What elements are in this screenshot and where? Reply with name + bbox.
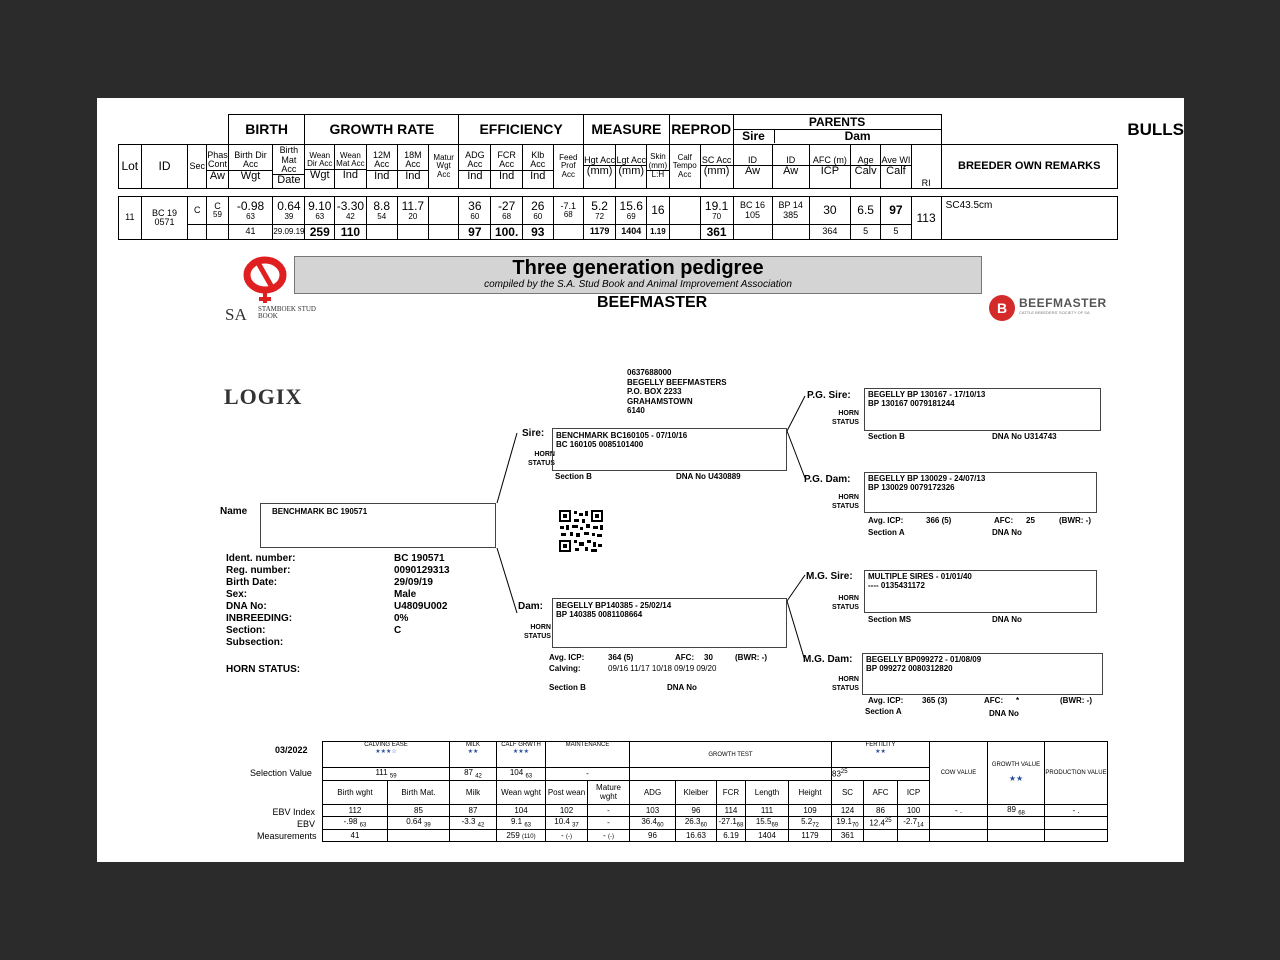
selection-calf: 104 $_{63}$ xyxy=(497,768,546,781)
row-birth-mat: 0.64 39 xyxy=(273,197,305,225)
col-sec: Sec xyxy=(188,145,207,189)
dam-bwr: (BWR: -) xyxy=(735,653,767,662)
row-lgt-mm: 1404 xyxy=(616,225,647,240)
row-klb-ind: 93 xyxy=(522,225,553,240)
row-sec: C xyxy=(188,197,207,225)
sire-dna: DNA No U430889 xyxy=(676,472,741,481)
row-adg-ind: 97 xyxy=(459,225,491,240)
col-id: ID xyxy=(141,145,188,189)
col-wean-mat: Wean Mat Acc Ind xyxy=(335,145,367,189)
col-ri: RI xyxy=(911,145,941,189)
row-18m: 11.7 20 xyxy=(397,197,428,225)
row-lh: 1.19 xyxy=(647,225,670,240)
mg-dam-section: Section A xyxy=(865,707,902,716)
beefmaster-logo: B BEEFMASTER CATTLE BREEDERS' SOCIETY OF SA xyxy=(989,295,1109,321)
horn-status-label: HORN STATUS: xyxy=(226,664,301,675)
logix-logo: LOGIX xyxy=(224,384,303,409)
ebv-row: -.98 $_{63}$ 0.64 $_{39}$ -3.3 $_{42}$ 9.1 $_{63}$ 10.4 $_{37}$ - $36.4_{60}$ $26.3_{60}$ $-27.1_{68}$ $15.5_{69}$ $5.2_{72}$ $19.1_{70}$ 12.4$^{25}$ $-2.7_{14}$ xyxy=(323,817,1108,830)
breeder-address: 0637688000 BEGELLY BEEFMASTERS P.O. BOX 2233 GRAHAMSTOWN 6140 xyxy=(627,368,727,415)
mg-sire-horn-status: HORN STATUS xyxy=(832,595,859,611)
sire-horn-status: HORN STATUS xyxy=(528,451,555,467)
row-adg: 36 60 xyxy=(459,197,491,225)
selection-milk: 87 $_{42}$ xyxy=(450,768,497,781)
sa-studbook-logo: SA STAMBOEK STUD BOOK xyxy=(235,253,305,323)
row-ri: 113 xyxy=(911,197,941,240)
col-matur: Matur Wgt Acc xyxy=(429,145,459,189)
dam-dna: DNA No xyxy=(667,683,697,692)
col-birth-dir: Birth Dir Acc Wgt xyxy=(228,145,273,189)
dam-afc-label: AFC: xyxy=(675,653,695,662)
mg-dam-box: BEGELLY BP099272 - 01/08/09 BP 099272 0080312820 xyxy=(862,653,1103,695)
col-lot: Lot xyxy=(119,145,142,189)
col-age: Age Calv xyxy=(850,145,880,189)
pg-sire-label: P.G. Sire: xyxy=(807,390,851,401)
row-phas: C 59 xyxy=(207,197,229,225)
ebv-date: 03/2022 xyxy=(275,745,308,755)
pg-dam-label: P.G. Dam: xyxy=(804,474,851,485)
growth-value-stars-icon: ★★ xyxy=(1008,774,1024,784)
measurements-row: 41 259 (110) - (-) - (-) 96 16.63 6.19 1404 1179 361 xyxy=(323,829,1108,841)
selection-fertility: $83^{25}$ xyxy=(832,768,930,781)
ebv-row-labels: EBV Index EBV Measurements xyxy=(257,807,317,841)
dam-section: Section B xyxy=(549,683,586,692)
group-cow-value: COW VALUE xyxy=(930,742,988,805)
calf-growth-stars-icon: ★★★ xyxy=(512,749,530,755)
header-reprod: REPROD xyxy=(669,115,733,145)
cow-value-index: - . xyxy=(930,804,988,817)
dam-afc: 30 xyxy=(704,653,713,662)
col-sc: SC Acc (mm) xyxy=(700,145,733,189)
col-klb: Klb Acc Ind xyxy=(522,145,553,189)
mg-dam-avg-icp-label: Avg. ICP: xyxy=(868,696,904,705)
ebv-col-length: Length xyxy=(746,780,789,804)
catalog-page xyxy=(97,98,1184,862)
pg-dam-afc-label: AFC: xyxy=(994,516,1014,525)
group-fertility: FERTILITY ★★ xyxy=(832,742,930,768)
mg-dam-label: M.G. Dam: xyxy=(803,654,853,665)
row-afc: 30 xyxy=(809,197,850,225)
mg-sire-label: M.G. Sire: xyxy=(806,571,853,582)
header-parents: PARENTS xyxy=(734,116,941,130)
col-ave-wi: Ave WI Calf xyxy=(881,145,911,189)
mg-dam-horn-status: HORN STATUS xyxy=(832,676,859,692)
qr-code-icon xyxy=(558,509,604,553)
header-growth: GROWTH RATE xyxy=(305,115,459,145)
row-fcr-ind: 100. xyxy=(491,225,522,240)
pg-sire-dna: DNA No U314743 xyxy=(992,432,1057,441)
pedigree-title: Three generation pedigree xyxy=(512,257,764,279)
pg-dam-avg-icp: 366 (5) xyxy=(926,516,952,525)
row-feed: -7.1 68 xyxy=(553,197,583,225)
row-calv: 5 xyxy=(850,225,880,240)
ebv-col-birth-mat: Birth Mat. xyxy=(388,780,450,804)
row-hgt-mm: 1179 xyxy=(583,225,616,240)
row-fcr: -27 68 xyxy=(491,197,522,225)
pg-dam-dna: DNA No xyxy=(992,528,1022,537)
name-label: Name xyxy=(220,506,248,517)
col-calf-tempo: Calf Tempo Acc xyxy=(669,145,700,189)
ebv-col-adg: ADG xyxy=(630,780,676,804)
pg-sire-section: Section B xyxy=(868,432,905,441)
selection-calving: 111 $_{59}$ xyxy=(323,768,450,781)
group-maintenance: MAINTENANCE xyxy=(546,742,630,768)
group-milk: MILK ★★ xyxy=(450,742,497,768)
header-dam: Dam xyxy=(844,129,871,143)
mg-dam-bwr: (BWR: -) xyxy=(1060,696,1092,705)
row-wgt: 41 xyxy=(228,225,273,240)
header-bulls: BULLS xyxy=(1127,119,1184,139)
col-phas: Phas Cont Aw xyxy=(207,145,229,189)
row-calf: 5 xyxy=(881,225,911,240)
pg-dam-bwr: (BWR: -) xyxy=(1059,516,1091,525)
ebv-col-sc: SC xyxy=(832,780,864,804)
ebv-col-wean-wght: Wean wght xyxy=(497,780,546,804)
row-remarks: SC43.5cm xyxy=(941,197,1117,240)
pg-dam-afc: 25 xyxy=(1026,516,1035,525)
breed-name: BEEFMASTER xyxy=(597,294,708,311)
dam-calving-label: Calving: xyxy=(549,664,581,673)
mg-dam-afc-label: AFC: xyxy=(984,696,1004,705)
row-wean-wgt: 259 xyxy=(305,225,335,240)
row-skin: 16 xyxy=(647,197,670,225)
pg-dam-avg-icp-label: Avg. ICP: xyxy=(868,516,904,525)
group-calving-ease: CALVING EASE ★★★☆ xyxy=(323,742,450,768)
header-sire: Sire xyxy=(734,130,775,143)
ebv-col-birth-wght: Birth wght xyxy=(323,780,388,804)
dam-horn-status: HORN STATUS xyxy=(524,624,551,640)
row-wean-ind: 110 xyxy=(335,225,367,240)
row-sire-id: BC 16 105 xyxy=(733,197,772,225)
group-calf-growth: CALF GRWTH ★★★ xyxy=(497,742,546,768)
col-feed: Feed Prof Acc xyxy=(553,145,583,189)
pg-dam-section: Section A xyxy=(868,528,905,537)
ebv-col-fcr: FCR xyxy=(717,780,746,804)
row-lot: 11 xyxy=(119,197,142,240)
growth-value-index: 89 $_{68}$ xyxy=(988,804,1045,817)
mg-dam-avg-icp: 365 (3) xyxy=(922,696,948,705)
col-afc: AFC (m) ICP xyxy=(809,145,850,189)
selection-maintenance: - xyxy=(546,768,630,781)
row-lgt: 15.6 69 xyxy=(616,197,647,225)
row-date: 29.09.19 xyxy=(273,225,305,240)
col-12m: 12M Acc Ind xyxy=(366,145,397,189)
row-hgt: 5.2 72 xyxy=(583,197,616,225)
row-id: BC 19 0571 xyxy=(141,197,188,240)
dam-calving: 09/16 11/17 10/18 09/19 09/20 xyxy=(608,664,717,673)
col-sire-id: ID Aw xyxy=(733,145,772,189)
sire-label: Sire: xyxy=(522,428,545,439)
pg-sire-box: BEGELLY BP 130167 - 17/10/13 BP 130167 0079181244 xyxy=(864,388,1101,431)
selection-value-label: Selection Value xyxy=(250,768,312,778)
row-sc-mm: 361 xyxy=(700,225,733,240)
dam-box: BEGELLY BP140385 - 25/02/14 BP 140385 0081108664 xyxy=(552,598,787,648)
row-wean-dir: 9.10 63 xyxy=(305,197,335,225)
sire-box: BENCHMARK BC160105 - 07/10/16 BC 160105 0085101400 xyxy=(552,428,787,471)
ebv-col-kleiber: Kleiber xyxy=(676,780,717,804)
animal-details-values: BC 190571 0090129313 29/09/19 Male U4809U002 0% C xyxy=(394,553,450,636)
group-production-value: PRODUCTION VALUE xyxy=(1045,742,1108,805)
pg-dam-horn-status: HORN STATUS xyxy=(832,494,859,510)
milk-stars-icon: ★★ xyxy=(467,749,479,755)
mg-sire-dna: DNA No xyxy=(992,615,1022,624)
calving-stars-icon: ★★★☆ xyxy=(375,749,397,755)
dam-label: Dam: xyxy=(518,601,544,612)
col-adg: ADG Acc Ind xyxy=(459,145,491,189)
col-birth-mat: Birth Mat Acc Date xyxy=(273,145,305,189)
col-skin: Skin (mm) L:H xyxy=(647,145,670,189)
header-measure: MEASURE xyxy=(583,115,669,145)
ebv-col-icp: ICP xyxy=(898,780,930,804)
col-wean-dir: Wean Dir Acc Wgt xyxy=(305,145,335,189)
row-12m: 8.8 54 xyxy=(366,197,397,225)
row-age: 6.5 xyxy=(850,197,880,225)
mg-sire-section: Section MS xyxy=(868,615,912,624)
mg-dam-dna: DNA No xyxy=(989,709,1019,718)
col-dam-id: ID Aw xyxy=(772,145,809,189)
row-birth-dir: -0.98 63 xyxy=(228,197,273,225)
col-remarks: BREEDER OWN REMARKS xyxy=(941,145,1117,189)
row-sc: 19.1 70 xyxy=(700,197,733,225)
col-fcr: FCR Acc Ind xyxy=(491,145,522,189)
dam-avg-icp: 364 (5) xyxy=(608,653,634,662)
ebv-col-post-wean: Post wean xyxy=(546,780,588,804)
sire-section: Section B xyxy=(555,472,592,481)
col-18m: 18M Acc Ind xyxy=(397,145,428,189)
ebv-col-mature-wght: Mature wght xyxy=(588,780,630,804)
pg-sire-horn-status: HORN STATUS xyxy=(832,410,859,426)
row-dam-id: BP 14 385 xyxy=(772,197,809,225)
group-growth-value: GROWTH VALUE ★★ xyxy=(988,742,1045,805)
mg-dam-afc: * xyxy=(1016,696,1020,705)
pg-dam-box: BEGELLY BP 130029 - 24/07/13 BP 130029 0079172326 xyxy=(864,472,1097,513)
header-birth: BIRTH xyxy=(228,115,305,145)
ebv-col-height: Height xyxy=(789,780,832,804)
production-value-index: - . xyxy=(1045,804,1108,817)
pedigree-subtitle: compiled by the S.A. Stud Book and Animal Improvement Association xyxy=(484,279,792,290)
ebv-table xyxy=(322,741,1108,842)
name-box: BENCHMARK BC 190571 xyxy=(260,503,496,548)
header-efficiency: EFFICIENCY xyxy=(459,115,584,145)
mg-sire-box: MULTIPLE SIRES - 01/01/40 ---- 0135431172 xyxy=(864,570,1097,613)
col-lgt: Lgt Acc (mm) xyxy=(616,145,647,189)
row-klb: 26 60 xyxy=(522,197,553,225)
ebv-index-row: 112 85 87 104 102 - 103 96 114 111 109 124 86 100 - . 89 $_{68}$ - . xyxy=(323,804,1108,817)
dam-avg-icp-label: Avg. ICP: xyxy=(549,653,585,662)
row-wean-mat: -3.30 42 xyxy=(335,197,367,225)
ebv-col-afc: AFC xyxy=(864,780,898,804)
ebv-col-milk: Milk xyxy=(450,780,497,804)
col-hgt: Hgt Acc (mm) xyxy=(583,145,616,189)
row-icp: 364 xyxy=(809,225,850,240)
animal-details-labels: Ident. number: Reg. number: Birth Date: Sex: DNA No: INBREEDING: Section: Subsection: xyxy=(226,553,296,648)
group-growth-test: GROWTH TEST xyxy=(630,742,832,768)
fertility-stars-icon: ★★ xyxy=(875,749,886,755)
row-ave-wi: 97 xyxy=(881,197,911,225)
